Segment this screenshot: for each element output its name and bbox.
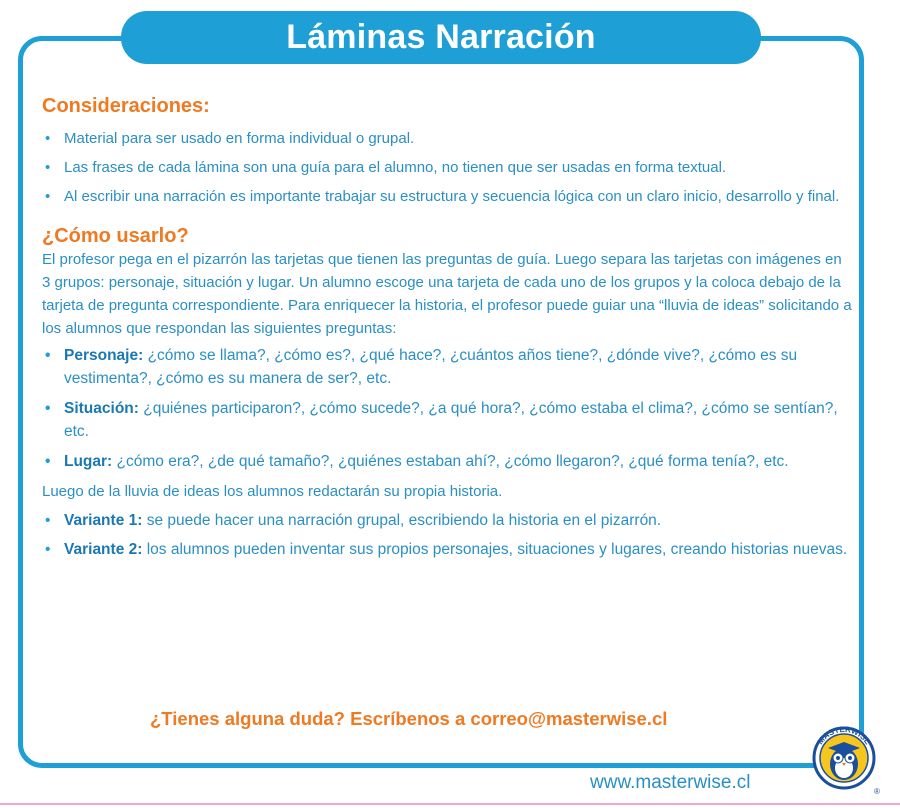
variant-term: Variante 2: (64, 541, 143, 558)
considerations-heading: Consideraciones: (42, 95, 210, 117)
how-to-use-heading: ¿Cómo usarlo? (42, 225, 189, 247)
website-link[interactable]: www.masterwise.cl (590, 772, 751, 793)
question-item-lugar (42, 450, 852, 473)
bottom-divider (0, 803, 900, 805)
after-brainstorm-text: Luego de la lluvia de ideas los alumnos redactarán su propia historia. (42, 483, 503, 500)
registered-mark: ® (874, 787, 880, 796)
variant-text: los alumnos pueden inventar sus propios personajes, situaciones y lugares, creando historias nuevas. (142, 541, 848, 558)
question-text: ¿cómo se llama?, ¿cómo es?, ¿qué hace?, ¿cuántos años tiene?, ¿dónde vive?, ¿cómo es su vestimenta?, ¿cómo es su manera de ser?, etc. (64, 347, 798, 387)
masterwise-logo-icon (808, 718, 880, 798)
list-item: • Material para ser usado en forma individual o grupal. (42, 128, 852, 150)
list-item: • Al escribir una narración es importante trabajar su estructura y secuencia lógica con un claro inicio, desarrollo y final. (42, 186, 852, 208)
how-to-use-paragraph: El profesor pega en el pizarrón las tarjetas que tienen las preguntas de guía. Luego separa las tarjetas con imágenes en 3 grupos: personaje, situación y lugar. Un alumno escoge una tarjeta de cada uno de los grupos y la coloca debajo de la tarjeta de pregunta correspondiente. Para enriquecer la historia, el profesor puede guiar una “lluvia de ideas” solicitando a los alumnos que respondan las siguientes preguntas: (42, 251, 852, 337)
page-title (121, 11, 761, 64)
variant-term: Variante 1: (64, 512, 143, 529)
content-area (42, 94, 852, 567)
question-term: Situación: (64, 400, 139, 417)
question-item-situacion (42, 397, 852, 443)
variant-item-1 (42, 509, 852, 532)
variant-text: se puede hacer una narración grupal, escribiendo la historia en el pizarrón. (142, 512, 662, 529)
question-text: ¿quiénes participaron?, ¿cómo sucede?, ¿a qué hora?, ¿cómo estaba el clima?, ¿cómo se sentían?, etc. (64, 400, 838, 440)
considerations-list (42, 128, 852, 208)
question-item-personaje (42, 344, 852, 390)
question-text: ¿cómo era?, ¿de qué tamaño?, ¿quiénes estaban ahí?, ¿cómo llegaron?, ¿qué forma tenía?, etc. (112, 453, 789, 470)
list-item: • Las frases de cada lámina son una guía para el alumno, no tienen que ser usadas en forma textual. (42, 157, 852, 179)
variant-item-2 (42, 538, 852, 561)
variants-list (42, 509, 852, 561)
logo-text: MASTERWISE (815, 724, 873, 747)
contact-line: ¿Tienes alguna duda? Escríbenos a correo@masterwise.cl (150, 708, 668, 729)
page-title-text: Láminas Narración (286, 18, 596, 56)
question-term: Personaje: (64, 347, 144, 364)
question-term: Lugar: (64, 453, 113, 470)
guide-questions-list (42, 344, 852, 473)
